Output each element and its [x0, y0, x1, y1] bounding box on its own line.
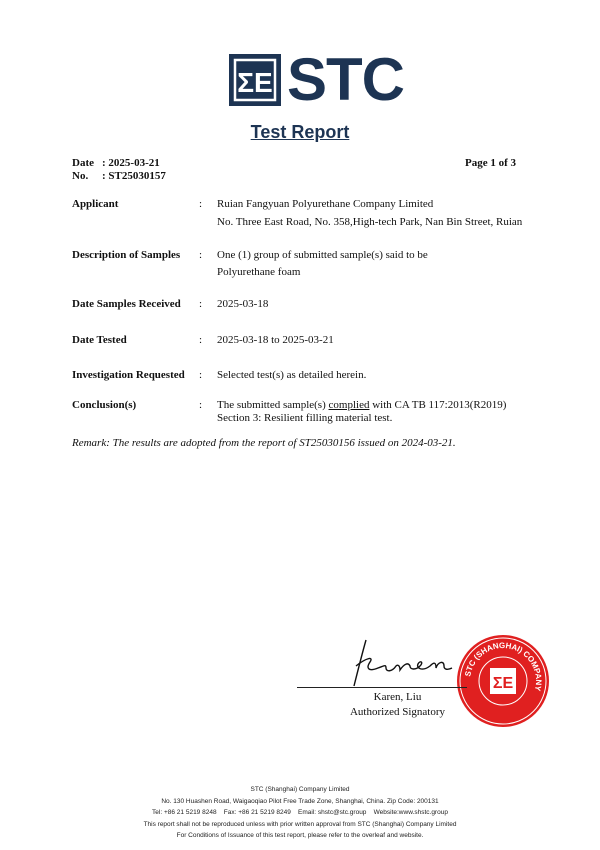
colon: : [199, 298, 203, 310]
stc-logo-text: STC [287, 46, 404, 113]
footer [0, 784, 600, 842]
conclusion-line-2: Section 3: Resilient filling material test. [217, 412, 393, 424]
samples-desc-2: Polyurethane foam [217, 266, 301, 278]
colon: : [199, 369, 203, 381]
svg-text:ΣE: ΣE [492, 675, 514, 692]
colon: : [199, 198, 203, 210]
samples-label: Description of Samples [72, 249, 181, 261]
investigation-value: Selected test(s) as detailed herein. [217, 369, 367, 381]
signatory-name: Karen, Liu [373, 691, 422, 703]
conclusion-keyword: complied [328, 399, 370, 411]
conclusion-label: Conclusion(s) [72, 399, 137, 411]
colon: : [199, 249, 203, 261]
applicant-label: Applicant [72, 198, 119, 210]
colon: : [199, 399, 203, 411]
date-value: : 2025-03-21 [102, 157, 160, 169]
received-value: 2025-03-18 [217, 298, 269, 310]
stc-logo-mark [229, 54, 281, 106]
colon: : [199, 334, 203, 346]
tested-label: Date Tested [72, 334, 127, 346]
conclusion-pre: The submitted sample(s) [217, 399, 329, 411]
applicant-address: No. Three East Road, No. 358,High-tech Park, Nan Bin Street, Ruian [217, 216, 523, 228]
footer-notice: This report shall not be reproduced unless with prior written approval from STC (Shanghai) Company Limited [143, 820, 457, 828]
signatory [345, 690, 450, 720]
page-number: Page 1 of 3 [464, 157, 516, 169]
applicant-name: Ruian Fangyuan Polyurethane Company Limited [217, 198, 434, 210]
footer-address: No. 130 Huashen Road, Waigaoqiao Pilot Free Trade Zone, Shanghai, China. Zip Code: 200131 [161, 797, 439, 805]
investigation-label: Investigation Requested [72, 369, 185, 381]
remark: Remark: The results are adopted from the report of ST25030156 issued on 2024-03-21. [72, 437, 456, 449]
report-date [72, 157, 160, 169]
date-label: Date [72, 157, 94, 169]
stc-logo [229, 46, 419, 113]
number-value: : ST25030157 [102, 170, 166, 182]
company-seal [456, 634, 550, 728]
footer-conditions: For Conditions of Issuance of this test report, please refer to the overleaf and website. [176, 832, 424, 839]
tested-value: 2025-03-18 to 2025-03-21 [217, 334, 334, 346]
report-number [72, 170, 166, 182]
footer-contact: Tel: +86 21 5219 8248 Fax: +86 21 5219 8249 Email: shstc@stc.group Website:www.shstc.group [152, 809, 448, 816]
signatory-title: Authorized Signatory [349, 706, 445, 718]
page-title: Test Report [250, 122, 350, 142]
handwritten-signature [338, 638, 468, 688]
footer-company: STC (Shanghai) Company Limited [250, 786, 350, 793]
samples-desc-1: One (1) group of submitted sample(s) said to be [217, 249, 428, 261]
number-label: No. [72, 170, 89, 182]
received-label: Date Samples Received [72, 298, 181, 310]
conclusion-post: with CA TB 117:2013(R2019) [369, 399, 507, 411]
seal-ring-text: STC (SHANGHAI) COMPANY [463, 640, 544, 692]
svg-text:ΣE: ΣE [237, 67, 273, 98]
signature-line [297, 687, 467, 688]
